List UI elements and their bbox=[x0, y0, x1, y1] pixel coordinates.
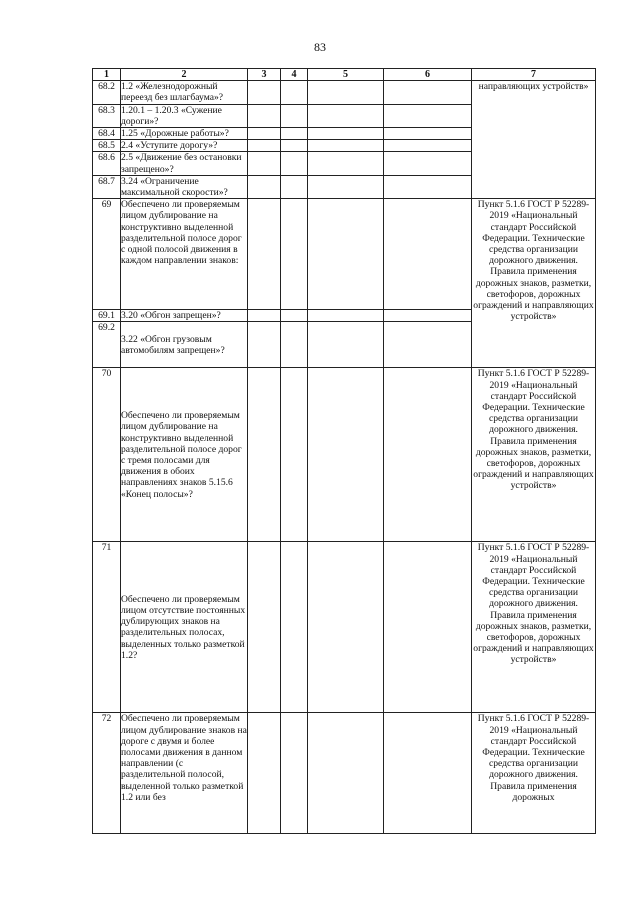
empty-cell bbox=[384, 542, 472, 713]
empty-cell bbox=[308, 152, 384, 175]
empty-cell bbox=[384, 140, 472, 152]
empty-cell bbox=[248, 128, 281, 140]
row-question: 1.25 «Дорожные работы»? bbox=[121, 128, 248, 140]
empty-cell bbox=[248, 199, 281, 310]
empty-cell bbox=[248, 140, 281, 152]
empty-cell bbox=[248, 542, 281, 713]
empty-cell bbox=[281, 81, 308, 104]
empty-cell bbox=[384, 310, 472, 322]
row-question: 1.2 «Железнодорожный переезд без шлагбаума»? bbox=[121, 81, 248, 104]
page-number: 83 bbox=[314, 40, 326, 54]
row-number: 68.3 bbox=[93, 104, 121, 127]
row-reference: направляющих устройств» bbox=[472, 81, 596, 199]
empty-cell bbox=[281, 140, 308, 152]
empty-cell bbox=[248, 152, 281, 175]
table-row bbox=[93, 81, 596, 104]
row-reference: Пункт 5.1.6 ГОСТ Р 52289-2019 «Национальный стандарт Российской Федерации. Технические средства организации дорожного движения. Правила применения дорожных знаков, разметки, светофоров, дорожных ограждений и направляющих устройств» bbox=[472, 368, 596, 542]
row-number: 69 bbox=[93, 199, 121, 310]
empty-cell bbox=[281, 175, 308, 198]
empty-cell bbox=[384, 713, 472, 834]
header-cell: 1 bbox=[93, 69, 121, 81]
checklist-table bbox=[92, 68, 596, 834]
empty-cell bbox=[281, 542, 308, 713]
empty-cell bbox=[308, 542, 384, 713]
row-reference: Пункт 5.1.6 ГОСТ Р 52289-2019 «Национальный стандарт Российской Федерации. Технические средства организации дорожного движения. Правила применения дорожных знаков, разметки, светофоров, дорожных ограждений и направляющих устройств» bbox=[472, 542, 596, 713]
empty-cell bbox=[384, 368, 472, 542]
row-number: 68.7 bbox=[93, 175, 121, 198]
empty-cell bbox=[281, 199, 308, 310]
empty-cell bbox=[308, 104, 384, 127]
row-reference: Пункт 5.1.6 ГОСТ Р 52289-2019 «Национальный стандарт Российской Федерации. Технические средства организации дорожного движения. Правила применения дорожных bbox=[472, 713, 596, 834]
empty-cell bbox=[308, 199, 384, 310]
header-cell: 7 bbox=[472, 69, 596, 81]
empty-cell bbox=[308, 175, 384, 198]
row-question: 2.5 «Движение без остановки запрещено»? bbox=[121, 152, 248, 175]
row-number: 70 bbox=[93, 368, 121, 542]
empty-cell bbox=[384, 322, 472, 368]
empty-cell bbox=[248, 713, 281, 834]
header-cell: 4 bbox=[281, 69, 308, 81]
row-number: 68.2 bbox=[93, 81, 121, 104]
row-number: 71 bbox=[93, 542, 121, 713]
table-row bbox=[93, 713, 596, 834]
empty-cell bbox=[308, 713, 384, 834]
empty-cell bbox=[248, 104, 281, 127]
empty-cell bbox=[384, 81, 472, 104]
row-question: Обеспечено ли проверяемым лицом дублирование на конструктивно выделенной разделительной полосе дорог с одной полосой движения в каждом направлении знаков: bbox=[121, 199, 248, 310]
row-reference: Пункт 5.1.6 ГОСТ Р 52289-2019 «Национальный стандарт Российской Федерации. Технические средства организации дорожного движения. Правила применения дорожных знаков, разметки, светофоров, дорожных ограждений и направляющих устройств» bbox=[472, 199, 596, 368]
empty-cell bbox=[281, 310, 308, 322]
empty-cell bbox=[281, 368, 308, 542]
row-question: 3.20 «Обгон запрещен»? bbox=[121, 310, 248, 322]
empty-cell bbox=[384, 152, 472, 175]
empty-cell bbox=[281, 713, 308, 834]
row-number: 72 bbox=[93, 713, 121, 834]
empty-cell bbox=[384, 199, 472, 310]
empty-cell bbox=[281, 152, 308, 175]
header-cell: 2 bbox=[121, 69, 248, 81]
empty-cell bbox=[308, 81, 384, 104]
empty-cell bbox=[248, 175, 281, 198]
empty-cell bbox=[308, 368, 384, 542]
header-cell: 3 bbox=[248, 69, 281, 81]
row-question: 3.22 «Обгон грузовым автомобилям запрещен»? bbox=[121, 322, 248, 368]
row-question: Обеспечено ли проверяемым лицом дублирование знаков на дороге с двумя и более полосами движения в данном направлении (с разделительной полосой, выделенной только разметкой 1.2 или без bbox=[121, 713, 248, 834]
empty-cell bbox=[248, 322, 281, 368]
empty-cell bbox=[308, 310, 384, 322]
empty-cell bbox=[384, 175, 472, 198]
empty-cell bbox=[248, 310, 281, 322]
table-row bbox=[93, 542, 596, 713]
empty-cell bbox=[281, 128, 308, 140]
table-row bbox=[93, 368, 596, 542]
row-number: 68.5 bbox=[93, 140, 121, 152]
row-question: 3.24 «Ограничение максимальной скорости»? bbox=[121, 175, 248, 198]
empty-cell bbox=[308, 140, 384, 152]
header-cell: 6 bbox=[384, 69, 472, 81]
empty-cell bbox=[384, 104, 472, 127]
empty-cell bbox=[248, 368, 281, 542]
header-cell: 5 bbox=[308, 69, 384, 81]
row-number: 69.2 bbox=[93, 322, 121, 368]
row-question: 2.4 «Уступите дорогу»? bbox=[121, 140, 248, 152]
row-number: 68.4 bbox=[93, 128, 121, 140]
empty-cell bbox=[281, 104, 308, 127]
row-question: 1.20.1 – 1.20.3 «Сужение дороги»? bbox=[121, 104, 248, 127]
header-row bbox=[93, 69, 596, 81]
row-number: 69.1 bbox=[93, 310, 121, 322]
empty-cell bbox=[308, 128, 384, 140]
empty-cell bbox=[281, 322, 308, 368]
row-question: Обеспечено ли проверяемым лицом отсутствие постоянных дублирующих знаков на разделительных полосах, выделенных только разметкой 1.2? bbox=[121, 542, 248, 713]
empty-cell bbox=[248, 81, 281, 104]
row-question: Обеспечено ли проверяемым лицом дублирование на конструктивно выделенной разделительной полосе дорог с тремя полосами для движения в обоих направлениях знаков 5.15.6 «Конец полосы»? bbox=[121, 368, 248, 542]
row-number: 68.6 bbox=[93, 152, 121, 175]
empty-cell bbox=[384, 128, 472, 140]
empty-cell bbox=[308, 322, 384, 368]
table-row bbox=[93, 199, 596, 310]
